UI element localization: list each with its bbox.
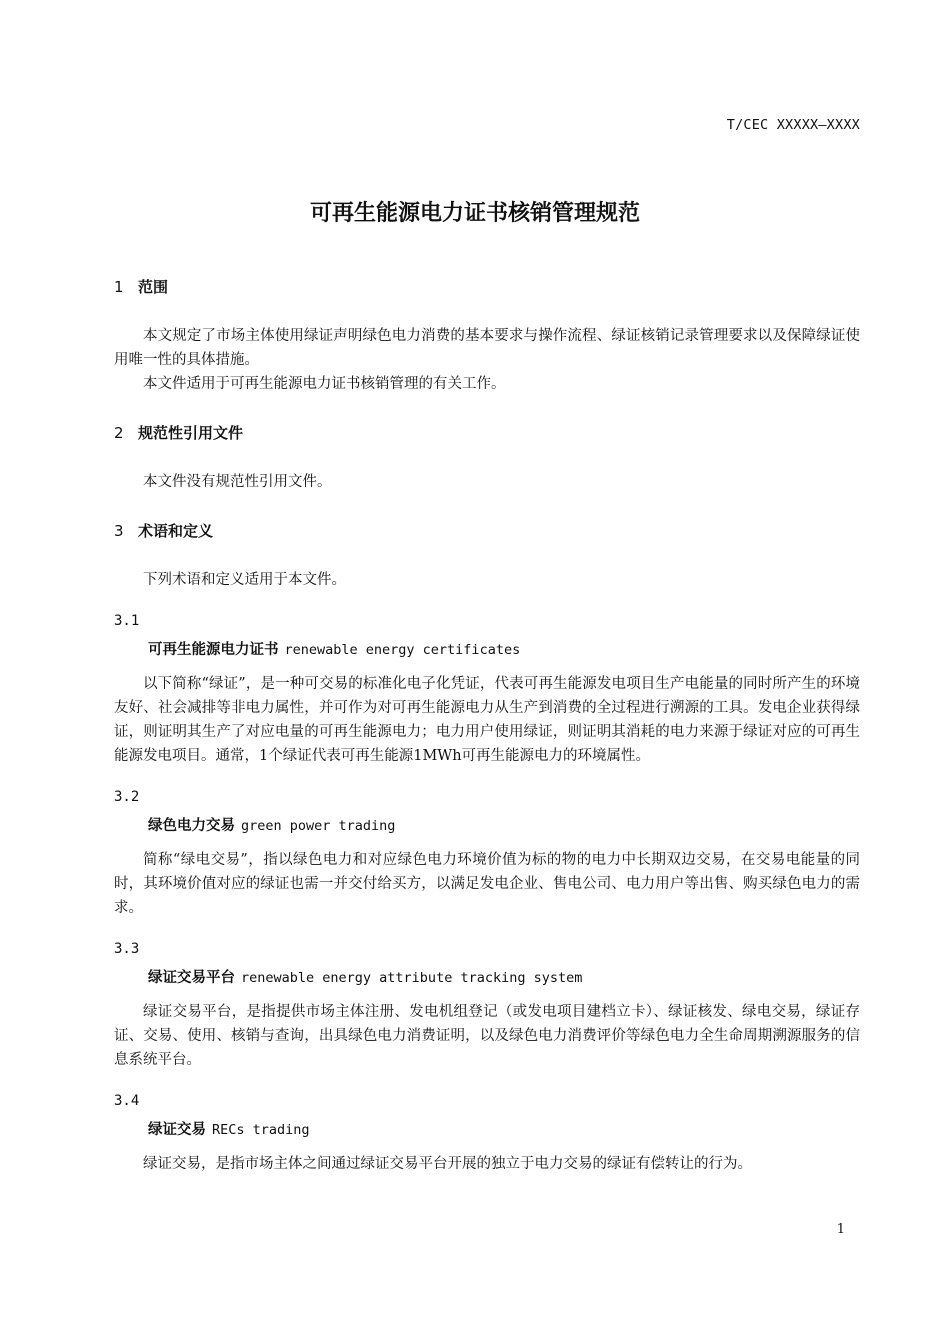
section-title: 规范性引用文件: [138, 424, 244, 442]
section-number: 1: [114, 278, 124, 296]
term-name-zh: 绿色电力交易: [148, 818, 235, 834]
scope-paragraph-2: 本文件适用于可再生能源电力证书核销管理的有关工作。: [143, 376, 506, 392]
section-number: 2: [114, 424, 124, 442]
term-number: 3.1: [114, 613, 140, 629]
term-3-1: [114, 610, 860, 768]
term-name: [114, 814, 860, 838]
term-3-3: [114, 938, 860, 1072]
term-name-en: renewable energy certificates: [284, 642, 521, 658]
term-name-en: green power trading: [241, 818, 396, 834]
section-2-heading: [114, 422, 860, 444]
section-1-heading: [114, 276, 860, 298]
scope-paragraph-1: 本文规定了市场主体使用绿证声明绿色电力消费的基本要求与操作流程、绿证核销记录管理要求以及保障绿证使用唯一性的具体措施。: [114, 328, 860, 368]
section-title: 术语和定义: [138, 522, 214, 540]
document-code: T/CEC XXXXX—XXXX: [726, 117, 860, 133]
term-3-2: [114, 786, 860, 920]
term-definition: 以下简称“绿证”，是一种可交易的标准化电子化凭证，代表可再生能源发电项目生产电能量的同时所产生的环境友好、社会减排等非电力属性，并可作为对可再生能源电力从生产到消费的全过程进行溯源的工具。发电企业获得绿证，则证明其生产了对应电量的可再生能源电力；电力用户使用绿证，则证明其消耗的电力来源于绿证对应的可再生能源发电项目。通常，1个绿证代表可再生能源1MWh可再生能源电力的环境属性。: [114, 676, 860, 764]
document-title: 可再生能源电力证书核销管理规范: [309, 201, 640, 226]
section-3-heading: [114, 520, 860, 542]
term-3-4: [114, 1090, 860, 1176]
term-name-zh: 绿证交易平台: [148, 970, 235, 986]
term-name-zh: 可再生能源电力证书: [148, 642, 279, 658]
term-name-en: renewable energy attribute tracking system: [241, 970, 583, 986]
term-name: [114, 638, 860, 662]
term-definition: 绿证交易平台，是指提供市场主体注册、发电机组登记（或发电项目建档立卡）、绿证核发、绿电交易，绿证存证、交易、使用、核销与查询，出具绿色电力消费证明，以及绿色电力消费评价等绿色电力全生命周期溯源服务的信息系统平台。: [114, 1004, 860, 1068]
term-number: 3.3: [114, 941, 140, 957]
term-number: 3.4: [114, 1093, 140, 1109]
normative-references-paragraph: 本文件没有规范性引用文件。: [143, 474, 332, 490]
document-body: [114, 276, 860, 1176]
terms-intro-paragraph: 下列术语和定义适用于本文件。: [143, 572, 346, 588]
term-number: 3.2: [114, 789, 140, 805]
section-number: 3: [114, 522, 124, 540]
term-definition: 绿证交易，是指市场主体之间通过绿证交易平台开展的独立于电力交易的绿证有偿转让的行为。: [143, 1156, 752, 1172]
section-title: 范围: [138, 278, 169, 296]
term-name: [114, 966, 860, 990]
term-name: [114, 1118, 860, 1142]
term-name-zh: 绿证交易: [148, 1122, 206, 1138]
term-definition: 简称“绿电交易”，指以绿色电力和对应绿色电力环境价值为标的物的电力中长期双边交易，在交易电能量的同时，其环境价值对应的绿证也需一并交付给买方，以满足发电企业、售电公司、电力用户等出售、购买绿色电力的需求。: [114, 852, 860, 916]
page-number: 1: [836, 1222, 845, 1237]
term-name-en: RECs trading: [212, 1122, 310, 1138]
